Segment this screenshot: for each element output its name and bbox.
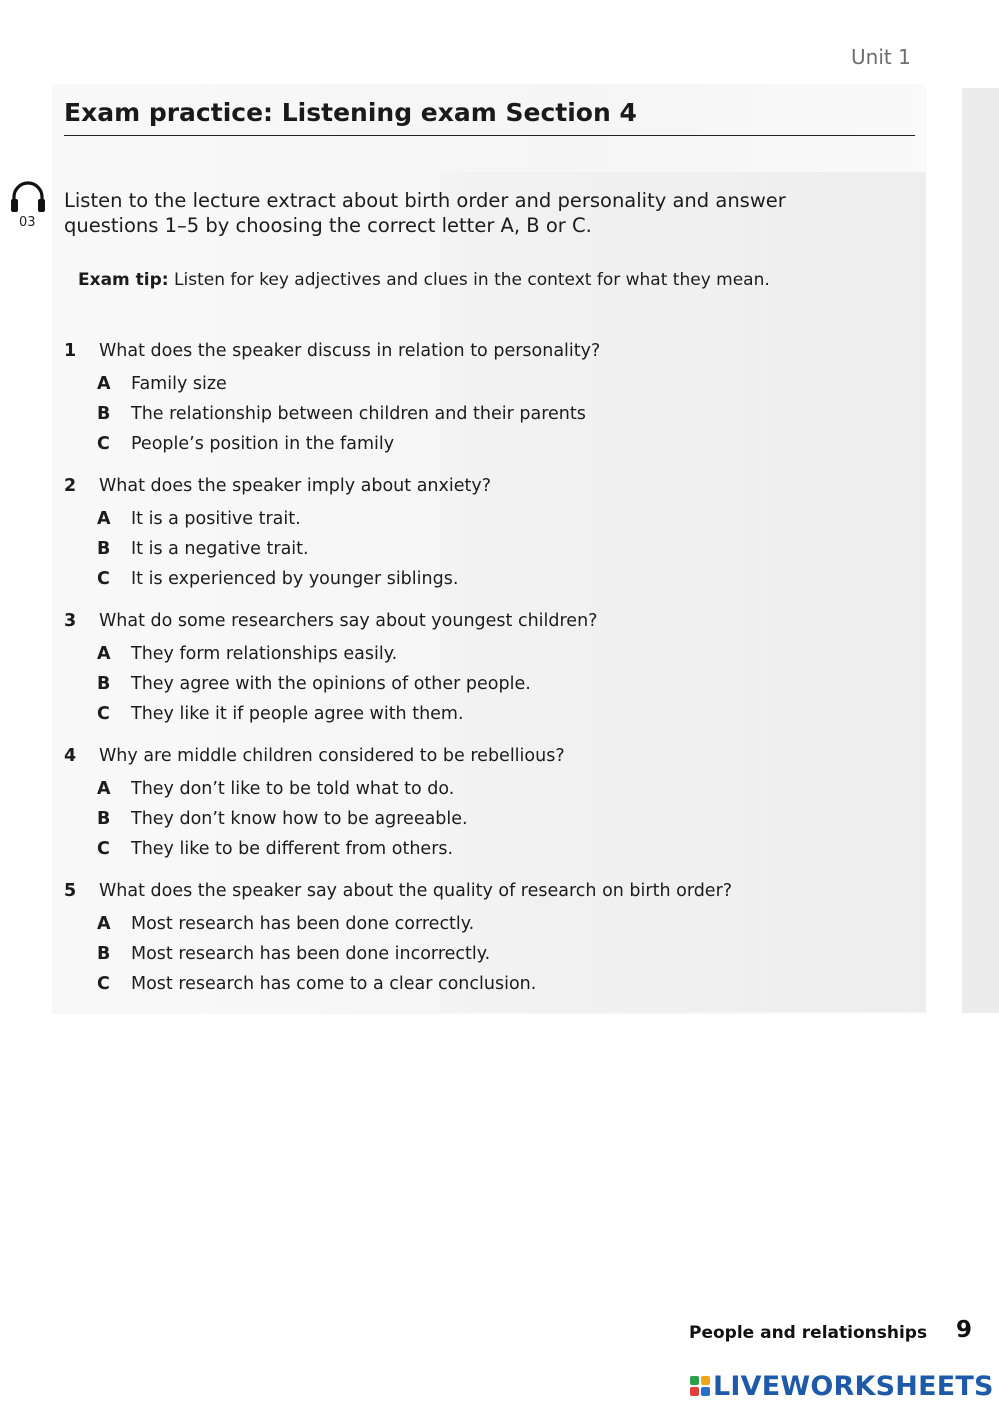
option-text: It is a positive trait.	[131, 509, 301, 529]
option-text: They agree with the opinions of other people.	[131, 674, 531, 694]
option-letter: A	[97, 914, 111, 934]
question-number: 2	[64, 476, 77, 496]
option-letter: C	[97, 839, 110, 859]
page-edge	[962, 88, 999, 1013]
instructions: Listen to the lecture extract about birth order and personality and answer questions 1–5 by choosing the correct letter A, B or C.	[64, 189, 786, 237]
option-letter: B	[97, 674, 111, 694]
question-text: What does the speaker say about the quality of research on birth order?	[99, 881, 733, 901]
option-text: The relationship between children and their parents	[131, 404, 586, 424]
option-letter: A	[97, 644, 111, 664]
option-text: Family size	[131, 374, 227, 394]
chapter-title: People and relationships	[689, 1323, 928, 1343]
option-letter: A	[97, 509, 111, 529]
option-letter: C	[97, 974, 110, 994]
question-number: 3	[64, 611, 77, 631]
option-letter: B	[97, 404, 111, 424]
option-text: Most research has been done incorrectly.	[131, 944, 491, 964]
page-number: 9	[956, 1317, 973, 1343]
question-text: Why are middle children considered to be rebellious?	[99, 746, 565, 766]
exam-tip-text: Listen for key adjectives and clues in the context for what they mean.	[168, 270, 770, 290]
option-text: Most research has been done correctly.	[131, 914, 475, 934]
option-text: They don’t like to be told what to do.	[131, 779, 455, 799]
logo-text: LIVEWORKSHEETS	[713, 1371, 994, 1402]
option-text: They like to be different from others.	[131, 839, 454, 859]
option-letter: A	[97, 779, 111, 799]
option-letter: A	[97, 374, 111, 394]
unit-label: Unit 1	[851, 45, 911, 69]
option-letter: B	[97, 944, 111, 964]
option-letter: C	[97, 704, 110, 724]
question-text: What do some researchers say about youngest children?	[99, 611, 598, 631]
option-letter: B	[97, 809, 111, 829]
option-text: It is a negative trait.	[131, 539, 309, 559]
section-title: Exam practice: Listening exam Section 4	[64, 98, 637, 127]
exam-tip	[78, 270, 770, 290]
option-letter: C	[97, 434, 110, 454]
question-text: What does the speaker imply about anxiety?	[99, 476, 491, 496]
question-number: 5	[64, 881, 77, 901]
audio-track-number: 03	[19, 215, 36, 230]
option-text: They don’t know how to be agreeable.	[131, 809, 468, 829]
option-letter: C	[97, 569, 110, 589]
question-text: What does the speaker discuss in relation to personality?	[99, 341, 601, 361]
question-number: 4	[64, 746, 77, 766]
option-text: It is experienced by younger siblings.	[131, 569, 459, 589]
option-text: They like it if people agree with them.	[131, 704, 464, 724]
question-number: 1	[64, 341, 77, 361]
option-letter: B	[97, 539, 111, 559]
option-text: People’s position in the family	[131, 434, 395, 454]
exam-tip-label: Exam tip:	[78, 270, 169, 290]
option-text: They form relationships easily.	[131, 644, 398, 664]
title-divider	[64, 135, 915, 136]
option-text: Most research has come to a clear conclusion.	[131, 974, 537, 994]
logo-mark-icon	[690, 1376, 712, 1398]
